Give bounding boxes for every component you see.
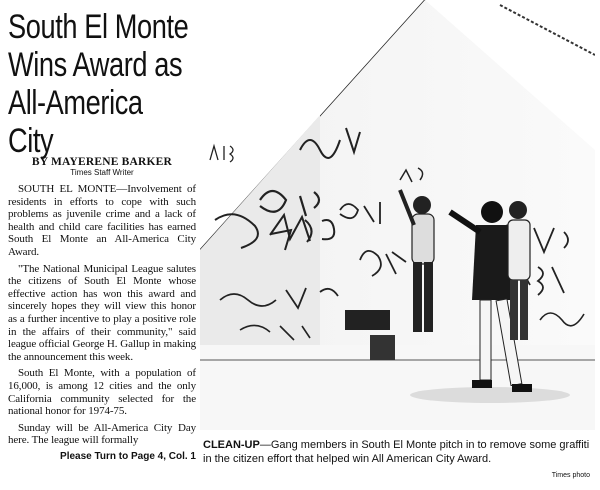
ground [200, 345, 595, 430]
photo-credit: Times photo [551, 472, 590, 479]
news-photo [200, 0, 595, 430]
article-paragraph-2: "The National Municipal League salutes the citizens of South El Monte whose effective action has won this award and sincerely hopes they will view this honor as a further incentive to play a positive role in the affairs of their community," said league official George H. Gallup in making the announcement this week. [8, 262, 196, 363]
article-paragraph-1: SOUTH EL MONTE—Involvement of residents in efforts to cope with such problems as juvenile crime and a lack of health and child care facilities has earned South El Monte an All-America City Award. [8, 183, 196, 258]
headline-line-3: All-America City [8, 84, 143, 160]
photo-caption [203, 438, 595, 466]
photo-illustration [200, 0, 595, 430]
bucket [345, 310, 390, 330]
byline-title: Times Staff Writer [70, 168, 134, 177]
article-paragraph-4: Sunday will be All-America City Day here. The league will formally [8, 421, 196, 447]
article-column [8, 8, 196, 462]
caption-text: —Gang members in South El Monte pitch in to remove some graffiti in the citizen effort that helped win All American City Award. [203, 439, 590, 465]
headline-line-2: Wins Award as [8, 46, 183, 84]
byline: BY MAYERENE BARKER [31, 156, 173, 168]
jump-line: Please Turn to Page 4, Col. 1 [60, 450, 196, 462]
caption-label: CLEAN-UP [203, 439, 260, 451]
shadow [410, 387, 570, 403]
article-paragraph-3: South El Monte, with a population of 16,000, is among 12 cities and the only California community selected for the national honor for 1974-75. [8, 367, 196, 418]
headline [8, 8, 192, 160]
headline-line-1: South El Monte [8, 8, 189, 46]
paint-can [370, 335, 395, 360]
